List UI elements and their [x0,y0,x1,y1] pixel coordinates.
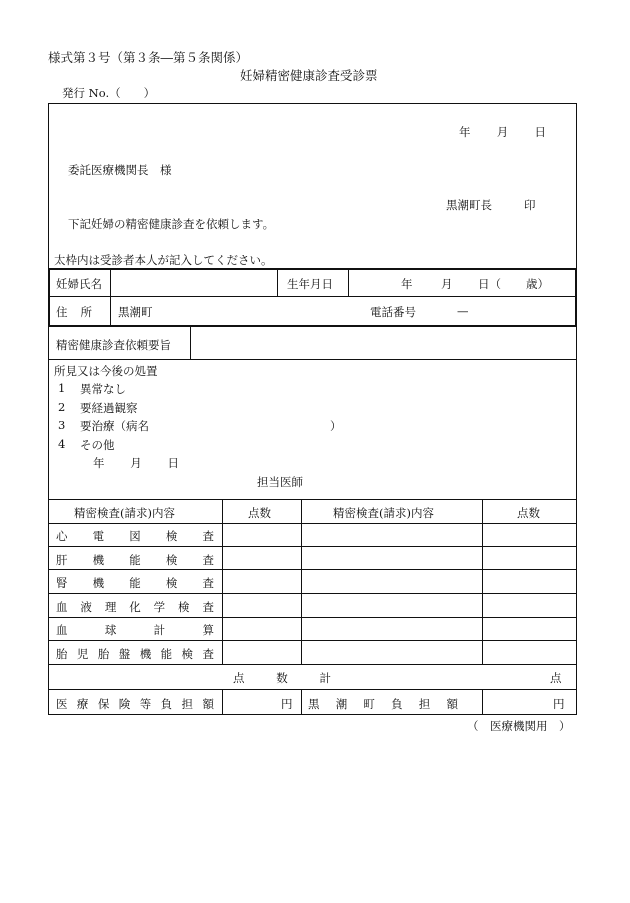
age-unit: 歳） [526,277,549,291]
addressee: 委託医療機関長 様 [68,163,172,177]
issue-number: 発行 No.（ ） [62,86,156,100]
insurance-burden-unit: 円 [281,697,293,711]
request-date: 年 月 日 [459,125,546,139]
exam-row-label: 肝 機 能 検 査 [56,553,214,567]
seal-mark: 印 [524,198,536,212]
finding-item-num: 3 [58,418,66,432]
issuer-name: 黒潮町長 [446,198,492,212]
form-title: 妊婦精密健康診査受診票 [240,68,378,83]
exam-row-label: 胎 児 胎 盤 機 能 検 査 [56,647,214,661]
points-header: 点数 [248,506,271,520]
finding-item-text: 要経過観察 [80,401,138,415]
exam-header: 精密検査(請求)内容 [74,506,175,520]
town-burden-unit: 円 [553,697,565,711]
address-value: 黒潮町 [118,305,153,319]
phone-label: 電話番号 [370,305,416,319]
findings-title: 所見又は今後の処置 [54,364,158,378]
total-unit: 点 [550,671,562,685]
total-label: 点 数 計 [233,671,331,685]
notice-text: 太枠内は受診者本人が記入してください。 [54,253,273,267]
insurance-burden-label: 医 療 保 険 等 負 担 額 [56,697,214,711]
birthdate-label: 生年月日 [287,277,333,291]
exam-row-label: 血 球 計 算 [56,623,214,637]
town-burden-label: 黒 潮 町 負 担 額 [308,697,458,711]
exam-header: 精密検査(請求)内容 [333,506,434,520]
finding-item-text: 要治療（病名 [80,419,149,433]
birth-month-unit: 月 [441,277,453,291]
footer-label: （ 医療機関用 ） [467,719,571,733]
findings-date: 年 月 日 [93,456,179,470]
exam-row-label: 腎 機 能 検 査 [56,576,214,590]
request-body: 下記妊婦の精密健康診査を依頼します。 [68,217,275,231]
exam-row-label: 心 電 図 検 査 [56,529,214,543]
finding-item-text: 異常なし [80,382,126,396]
birth-year-unit: 年 [401,277,413,291]
finding-item-text: その他 [80,438,115,452]
birth-day-unit: 日（ [478,277,501,291]
disease-close-paren: ） [330,419,342,433]
points-header: 点数 [517,506,540,520]
purpose-label: 精密健康診査依頼要旨 [56,338,171,352]
exam-row-label: 血 液 理 化 学 検 査 [56,600,214,614]
finding-item-num: 2 [58,400,66,414]
patient-name-label: 妊婦氏名 [56,277,102,291]
phone-dash: — [457,304,469,318]
doctor-label: 担当医師 [257,475,303,489]
finding-item-num: 1 [58,381,66,395]
finding-item-num: 4 [58,437,66,451]
form-number: 様式第３号（第３条―第５条関係） [48,50,249,65]
address-label: 住 所 [56,305,92,319]
